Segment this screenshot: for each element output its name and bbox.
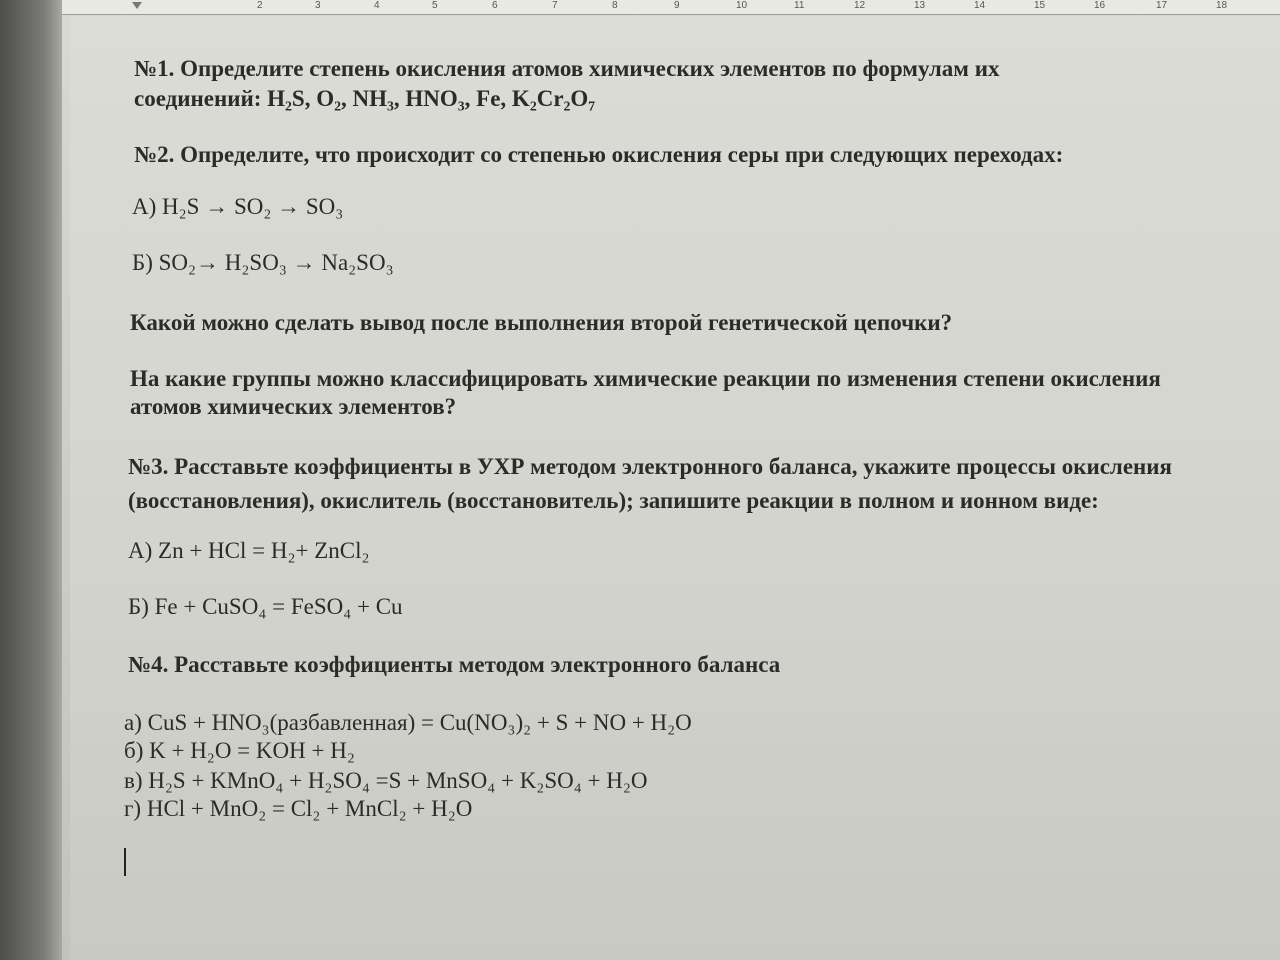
task1-line1: №1. Определите степень окисления атомов химических элементов по формулам их (134, 56, 1000, 81)
task4-item-c: в) H₂S + KMnO₄ + H₂SO₄ =S + MnSO₄ + K₂SO₄ + H₂O (124, 768, 648, 793)
task1-line2: соединений: H₂S, O₂, NH₃, HNO₃, Fe, K₂Cr₂O₇ (134, 86, 596, 111)
task3-line2: (восстановления), окислитель (восстановитель); запишите реакции в полном и ионном виде: (128, 488, 1099, 513)
ruler-number: 11 (794, 0, 805, 11)
ruler-number: 4 (374, 0, 380, 11)
ruler-number: 12 (854, 0, 866, 11)
task4-title: №4. Расставьте коэффициенты методом электронного баланса (128, 652, 781, 677)
task2-item-a: А) H₂S → SO₂ → SO₃ (132, 194, 344, 219)
ruler-number: 2 (257, 0, 263, 11)
task2-title: №2. Определите, что происходит со степенью окисления серы при следующих переходах: (134, 142, 1064, 167)
ruler-number: 6 (492, 0, 498, 11)
task3-item-a: А) Zn + HCl = H₂+ ZnCl₂ (128, 538, 370, 563)
ruler-number: 13 (914, 0, 926, 11)
text-cursor (124, 848, 126, 876)
task2-question2-line2: атомов химических элементов? (130, 394, 457, 419)
task3-line1: №3. Расставьте коэффициенты в УХР методом электронного баланса, укажите процессы окисления (128, 454, 1172, 479)
ruler-number: 10 (736, 0, 748, 11)
task2-question1: Какой можно сделать вывод после выполнения второй генетической цепочки? (130, 310, 953, 335)
task2-question2-line1: На какие группы можно классифицировать химические реакции по изменения степени окисления (130, 366, 1161, 391)
ruler-number: 8 (612, 0, 618, 11)
task3-item-b: Б) Fe + CuSO₄ = FeSO₄ + Cu (128, 594, 403, 619)
ruler-number: 7 (552, 0, 558, 11)
task2-item-b: Б) SO₂→ H₂SO₃ → Na₂SO₃ (132, 250, 394, 275)
task4-item-a: а) CuS + HNO₃(разбавленная) = Cu(NO₃)₂ + S + NO + H₂O (124, 710, 692, 735)
task4-item-d: г) HCl + MnO₂ = Cl₂ + MnCl₂ + H₂O (124, 796, 473, 821)
ruler-number: 14 (974, 0, 986, 11)
ruler-number: 5 (432, 0, 438, 11)
ruler-number: 15 (1034, 0, 1046, 11)
ruler-number: 16 (1094, 0, 1106, 11)
indent-marker-icon[interactable] (132, 2, 142, 9)
monitor-bezel (0, 0, 62, 960)
ruler-number: 17 (1156, 0, 1168, 11)
horizontal-ruler[interactable] (62, 0, 1280, 15)
ruler-number: 9 (674, 0, 680, 11)
ruler-number: 3 (315, 0, 321, 11)
task4-item-b: б) K + H₂O = KOH + H₂ (124, 738, 355, 763)
ruler-number: 18 (1216, 0, 1228, 11)
